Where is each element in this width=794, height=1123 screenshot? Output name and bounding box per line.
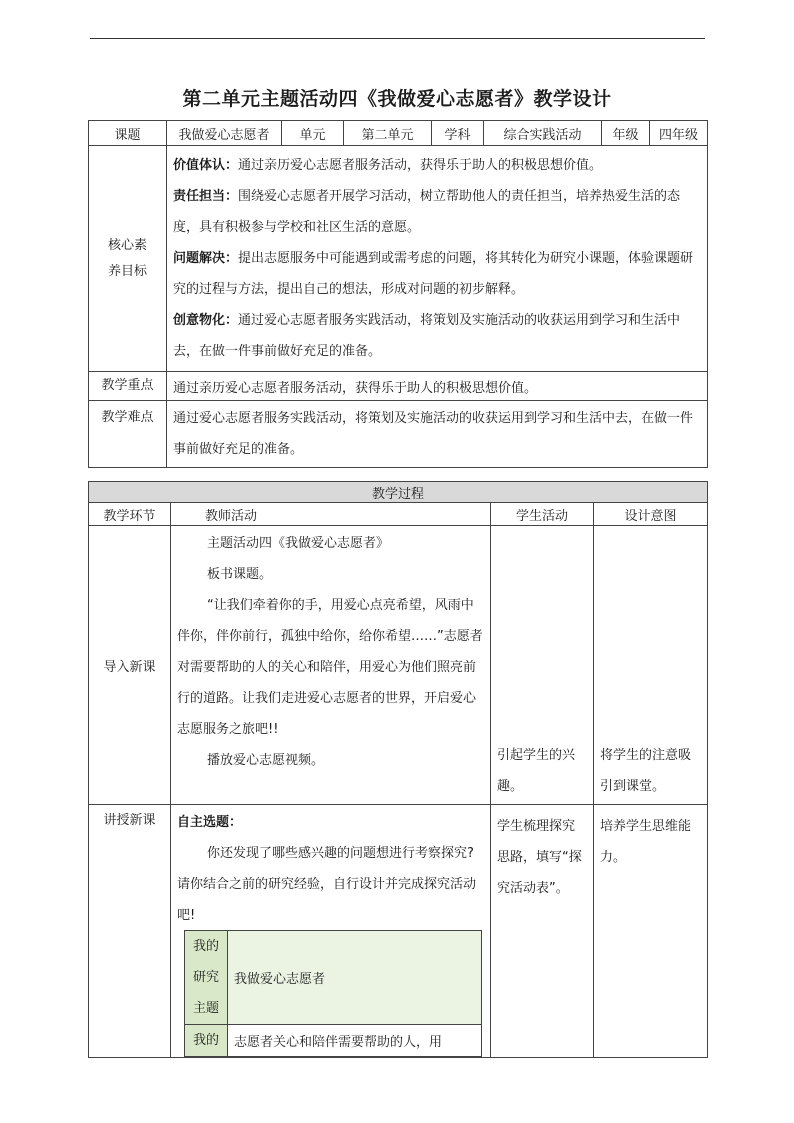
teach-intent (594, 805, 708, 1058)
difficulty-label: 教学难点 (89, 401, 167, 468)
goals-content (167, 146, 708, 372)
research-row2-label: 我的 (185, 1025, 228, 1057)
goal-problem-solving-text: 提出志愿服务中可能遇到或需考虑的问题，将其转化为研究小课题，体验课题研究的过程与方法，提出自己的想法，形成对问题的初步解释。 (173, 251, 694, 297)
goal-creativity-key: 创意物化： (173, 313, 239, 328)
focus-label: 教学重点 (89, 372, 167, 401)
intro-teacher-quote: “让我们牵着你的手，用爱心点亮希望，风雨中伴你，伴你前行，孤独中给你，给你希望……”志愿者对需要帮助的人的关心和陪伴，用爱心为他们照亮前行的道路。让我们走进爱心志愿者的世界，开启爱心志愿服务之旅吧!! (177, 598, 483, 737)
document-title: 第二单元主题活动四《我做爱心志愿者》教学设计 (182, 88, 612, 110)
col-teacher: 教师活动 (171, 503, 491, 526)
header-rule (90, 38, 705, 39)
teach-student-text: 学生梳理探究思路，填写“探究活动表”。 (497, 819, 582, 896)
teach-teacher-heading: 自主选题： (177, 815, 243, 830)
intro-teacher-topic: 主题活动四《我做爱心志愿者》 (207, 536, 390, 551)
goal-responsibility-text: 围绕爱心志愿者开展学习活动，树立帮助他人的责任担当，培养热爱生活的态度，具有积极参与学校和社区生活的意愿。 (173, 189, 681, 235)
research-table (184, 930, 482, 1057)
grade-value: 四年级 (650, 121, 708, 146)
research-topic-label (185, 931, 228, 1025)
goals-label-text: 核心素养目标 (107, 237, 147, 279)
intro-teacher (171, 526, 491, 805)
discipline-value: 综合实践活动 (484, 121, 602, 146)
goal-problem-solving (173, 243, 701, 305)
teach-student (491, 805, 594, 1058)
intro-teacher-video: 播放爱心志愿视频。 (207, 753, 325, 768)
subject-value: 我做爱心志愿者 (167, 121, 282, 146)
subject-label: 课题 (89, 121, 167, 146)
focus-text: 通过亲历爱心志愿者服务活动，获得乐于助人的积极思想价值。 (167, 372, 708, 401)
intro-stage: 导入新课 (89, 526, 171, 805)
intro-intent (594, 526, 708, 805)
difficulty-text-para: 通过爱心志愿者服务实践活动，将策划及实施活动的收获运用到学习和生活中去，在做一件事前做好充足的准备。 (173, 411, 694, 457)
intro-teacher-board: 板书课题。 (207, 567, 273, 582)
teach-stage: 讲授新课 (89, 805, 171, 1058)
research-row2-value: 志愿者关心和陪伴需要帮助的人，用 (228, 1025, 482, 1057)
goals-label (89, 146, 167, 372)
process-header: 教学过程 (89, 482, 708, 503)
goal-value-text: 通过亲历爱心志愿者服务活动，获得乐于助人的积极思想价值。 (238, 158, 603, 173)
goal-responsibility-key: 责任担当： (173, 189, 239, 204)
goal-value (173, 150, 701, 181)
difficulty-text (167, 401, 708, 468)
grade-label: 年级 (602, 121, 650, 146)
col-student: 学生活动 (491, 503, 594, 526)
unit-label: 单元 (282, 121, 344, 146)
col-stage: 教学环节 (89, 503, 171, 526)
intro-student (491, 526, 594, 805)
intro-intent-text: 将学生的注意吸引到课堂。 (600, 748, 692, 794)
research-topic-label-text: 我的研究主题 (192, 939, 219, 1016)
goal-responsibility (173, 181, 701, 243)
goal-value-key: 价值体认： (173, 158, 239, 173)
research-topic-value: 我做爱心志愿者 (228, 931, 482, 1025)
teach-intent-text: 培养学生思维能力。 (600, 819, 692, 865)
goal-problem-solving-key: 问题解决： (173, 251, 239, 266)
intro-student-text: 引起学生的兴趣。 (497, 748, 576, 794)
goal-creativity (173, 305, 701, 367)
discipline-label: 学科 (432, 121, 484, 146)
goal-creativity-text: 通过爱心志愿者服务实践活动，将策划及实施活动的收获运用到学习和生活中去，在做一件事前做好充足的准备。 (173, 313, 681, 359)
lesson-info-table (88, 120, 708, 468)
col-intent: 设计意图 (594, 503, 708, 526)
teach-teacher-text: 你还发现了哪些感兴趣的问题想进行考察探究?请你结合之前的研究经验，自行设计并完成探究活动吧! (177, 846, 477, 923)
unit-value: 第二单元 (344, 121, 432, 146)
